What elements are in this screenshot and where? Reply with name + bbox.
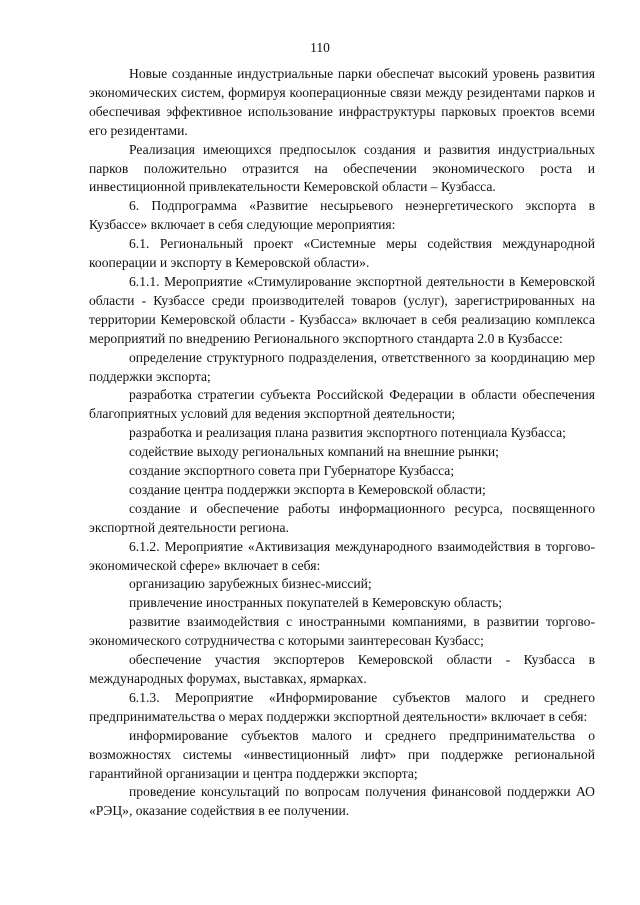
list-item: создание экспортного совета при Губернаторе Кузбасса; (129, 463, 455, 479)
paragraph: 6.1.2. Мероприятие «Активизация международного взаимодействия в торгово-экономической сфере» включает в себя: (89, 538, 595, 573)
list-item: привлечение иностранных покупателей в Кемеровскую область; (129, 595, 503, 611)
list-item: развитие взаимодействия с иностранными компаниями, в развитии торгово-экономического сотрудничества с которыми заинтересован Кузбасс; (89, 614, 595, 649)
list-item: разработка и реализация плана развития экспортного потенциала Кузбасса; (129, 425, 566, 441)
paragraph: Реализация имеющихся предпосылок создания и развития индустриальных парков положительно отразится на обеспечении экономического роста и инвестиционной привлекательности Кемеровской области – Кузбасса. (89, 141, 595, 195)
paragraph: 6.1.3. Мероприятие «Информирование субъектов малого и среднего предпринимательства о мерах поддержки экспортной деятельности» включает в себя: (89, 689, 595, 724)
paragraph: 6. Подпрограмма «Развитие несырьевого неэнергетического экспорта в Кузбассе» включает в себя следующие мероприятия: (89, 198, 595, 233)
paragraph: 6.1.1. Мероприятие «Стимулирование экспортной деятельности в Кемеровской области - Кузбассе среди производителей товаров (услуг), зарегистрированных на территории Кемеровской области - Кузбасса» включает в себя реализацию комплекса мероприятий по внедрению Регионального экспортного стандарта 2.0 в Кузбассе: (89, 273, 595, 346)
list-item: содействие выходу региональных компаний на внешние рынки; (129, 444, 499, 460)
list-item: создание и обеспечение работы информационного ресурса, посвященного экспортной деятельности региона. (89, 500, 595, 535)
list-item: определение структурного подразделения, ответственного за координацию мер поддержки экспорта; (89, 349, 595, 384)
list-item: информирование субъектов малого и среднего предпринимательства о возможностях системы «инвестиционный лифт» при поддержке региональной гарантийной организации и центра поддержки экспорта; (89, 727, 595, 781)
list-item: проведение консультаций по вопросам получения финансовой поддержки АО «РЭЦ», оказание содействия в ее получении. (89, 784, 595, 819)
page-number: 110 (310, 40, 330, 55)
paragraph: 6.1. Региональный проект «Системные меры содействия международной кооперации и экспорту в Кемеровской области». (89, 236, 595, 271)
document-body (89, 65, 595, 821)
list-item: разработка стратегии субъекта Российской Федерации в области обеспечения благоприятных условий для ведения экспортной деятельности; (89, 387, 595, 422)
list-item: организацию зарубежных бизнес-миссий; (129, 576, 372, 592)
paragraph: Новые созданные индустриальные парки обеспечат высокий уровень развития экономических систем, формируя кооперационные связи между резидентами парков и обеспечивая эффективное использование инфраструктуры парковых проектов всеми его резидентами. (89, 66, 595, 138)
list-item: создание центра поддержки экспорта в Кемеровской области; (129, 481, 486, 497)
list-item: обеспечение участия экспортеров Кемеровской области - Кузбасса в международных форумах, выставках, ярмарках. (89, 652, 595, 686)
